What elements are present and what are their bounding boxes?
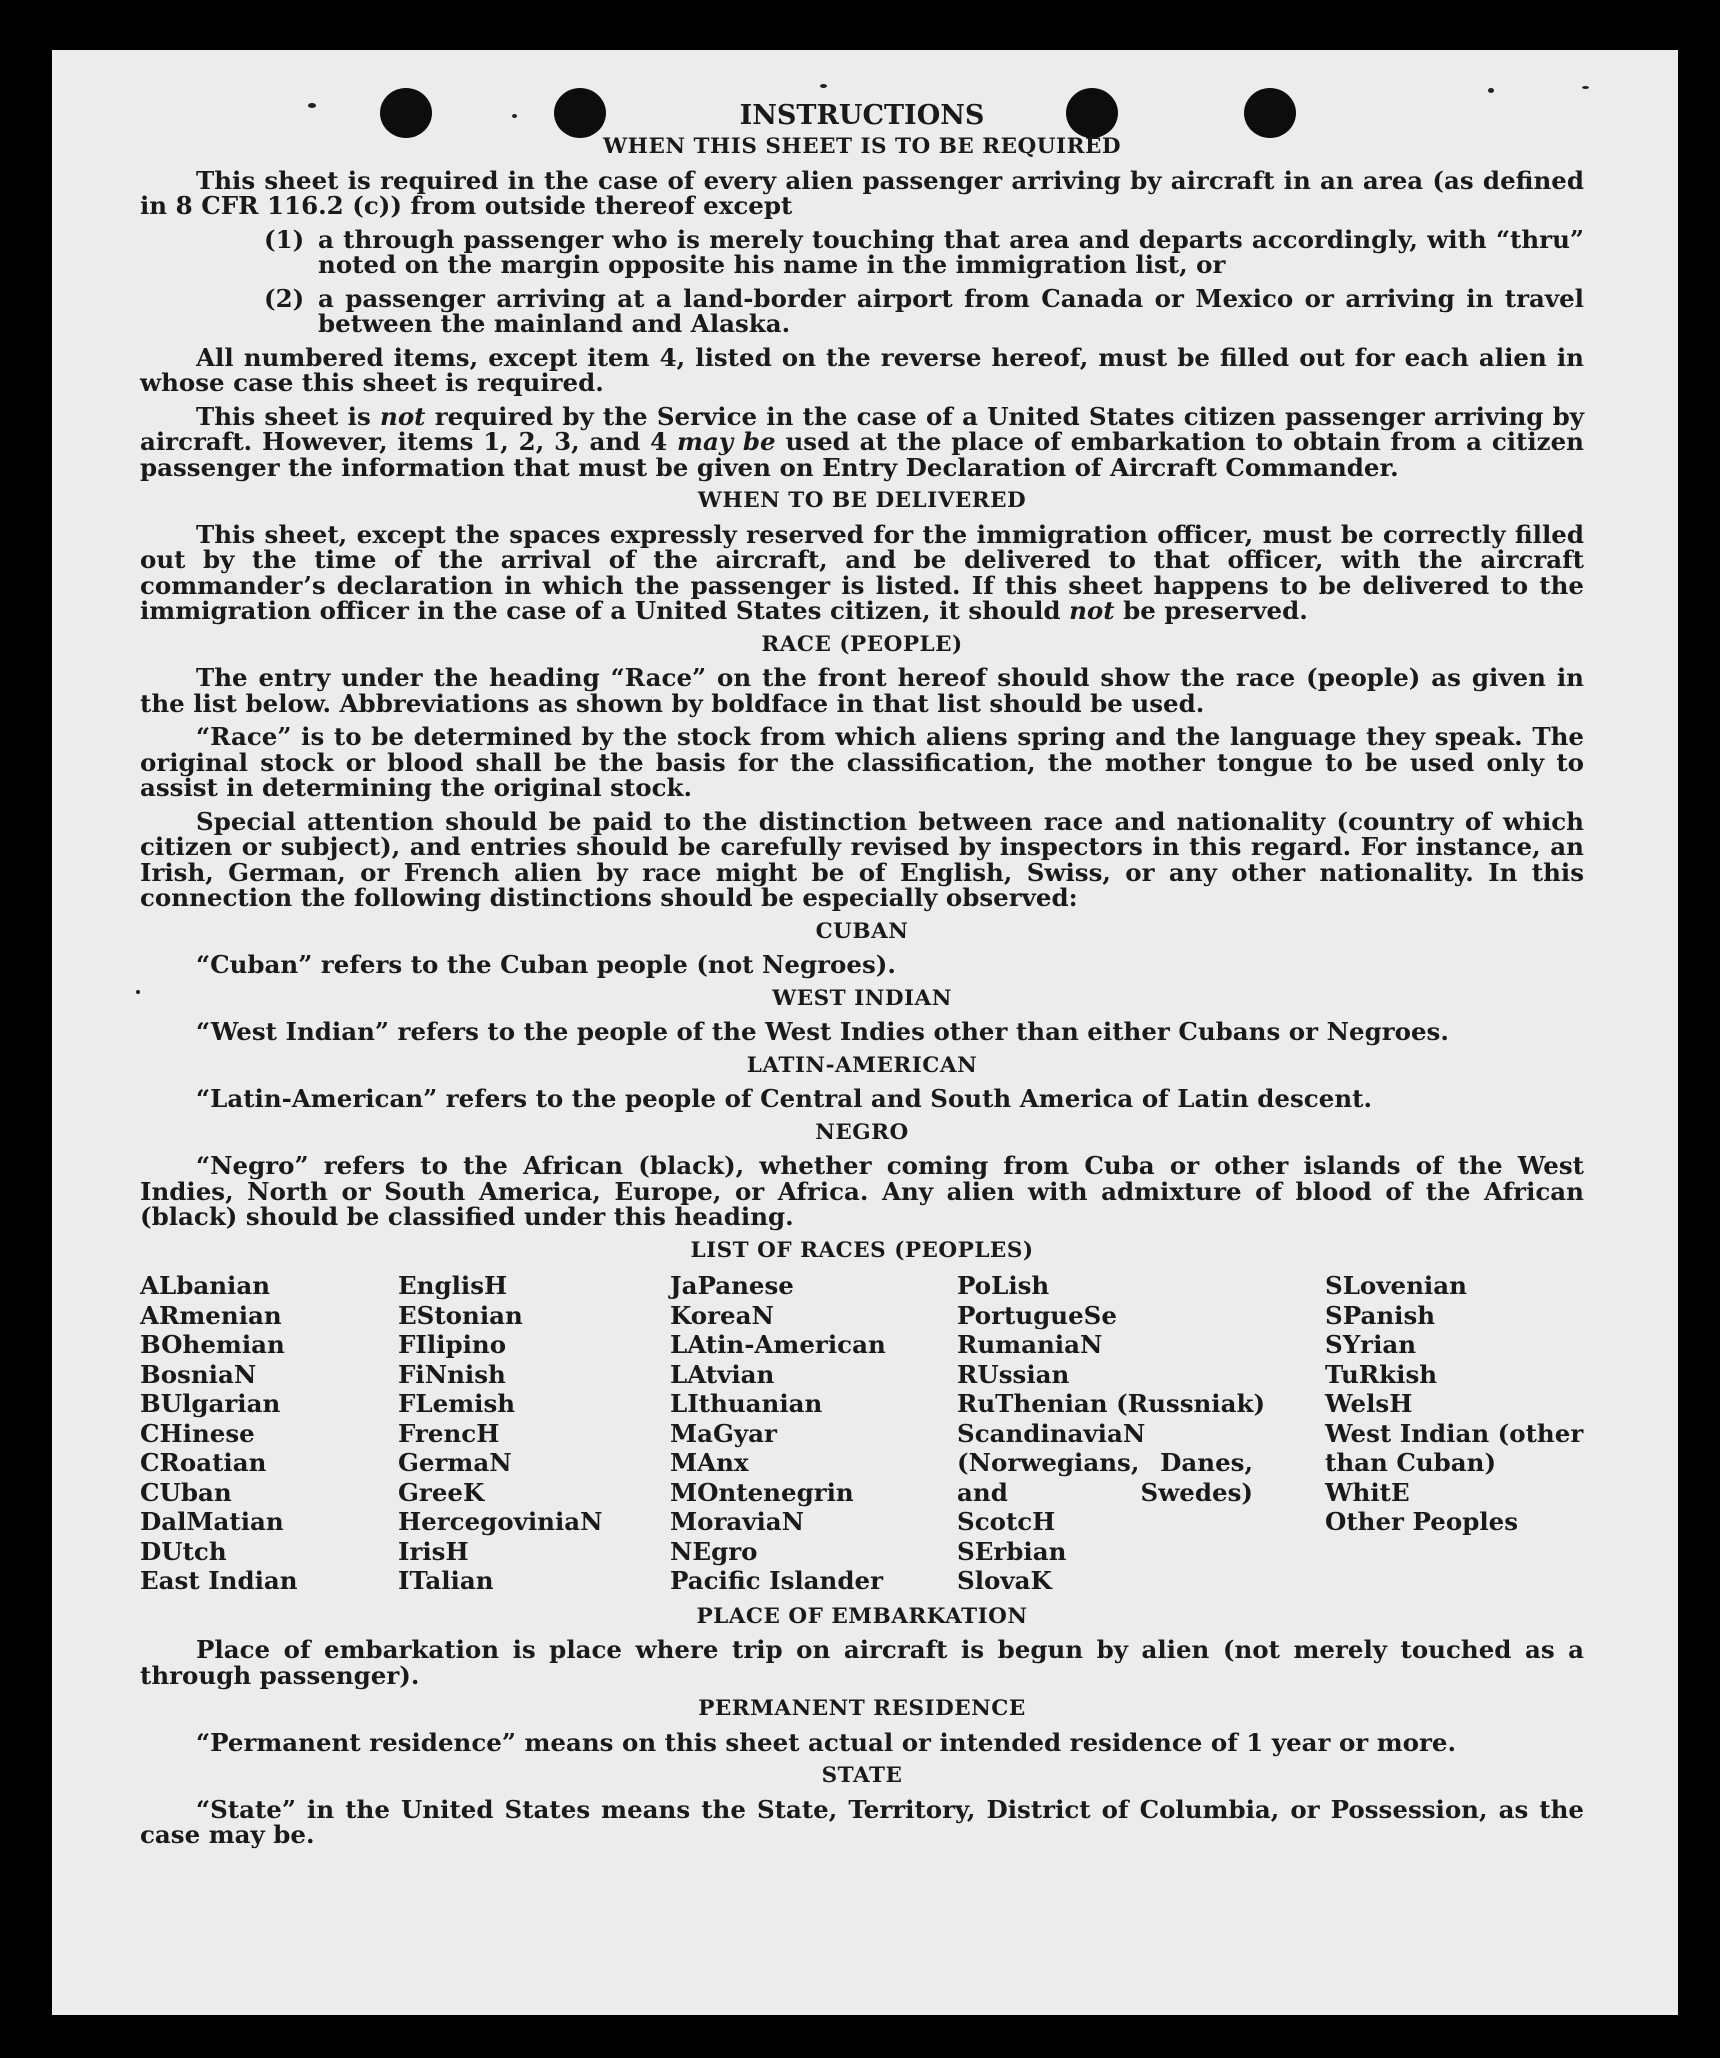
race-entry: LAtin-American [670,1330,886,1359]
heading-list-of-races: LIST OF RACES (PEOPLES) [690,1237,1034,1263]
race-entry: MaGyar [670,1418,777,1448]
race-entry: BosniaN [140,1359,257,1389]
race-entry: Pacific Islander [670,1566,883,1595]
item-number: (2) [264,283,305,313]
race-entry: EnglisH [398,1271,508,1300]
paragraph: The entry under the heading “Race” on the front hereof should show the race (people) as given in the list below. Abbreviations as shown by boldface in that list should be used. [140,663,1584,718]
races-column-4 [957,1271,1325,1596]
race-entry: CUban [140,1477,232,1507]
speck [820,84,827,88]
list-item [264,224,1584,279]
heading-race: RACE (PEOPLE) [761,631,963,657]
race-entry: ScotcH [957,1507,1056,1536]
race-entry: SYrian [1325,1330,1417,1359]
paragraph: “Cuban” refers to the Cuban people (not Negroes). [196,950,896,979]
race-entry: West Indian (other than Cuban) [1325,1418,1584,1477]
paragraph: “Permanent residence” means on this sheet actual or intended residence of 1 year or more. [196,1727,1457,1757]
races-column-5 [1325,1271,1584,1596]
race-entry: NEgro [670,1536,758,1566]
race-entry: KoreaN [670,1300,774,1330]
paragraph: “West Indian” refers to the people of the West Indies other than either Cubans or Negroes. [196,1017,1449,1046]
instructions-body [140,98,1584,1848]
heading-embarkation: PLACE OF EMBARKATION [696,1603,1028,1629]
race-entry: RumaniaN [957,1330,1103,1359]
race-entry: WelsH [1325,1389,1413,1418]
paragraph: “Latin-American” refers to the people of Central and South America of Latin descent. [196,1084,1372,1113]
race-entry: BOhemian [140,1330,285,1359]
race-entry: FrencH [398,1418,500,1448]
race-entry: GermaN [398,1448,512,1477]
race-entry: FiNnish [398,1359,506,1389]
race-entry: PortugueSe [957,1300,1117,1330]
race-entry: RUssian [957,1359,1070,1389]
list-item [264,283,1584,338]
heading-negro: NEGRO [815,1119,909,1145]
item-text: a passenger arriving at a land-border airport from Canada or Mexico or arriving in travel between the mainland and Alaska. [318,283,1584,338]
race-entry: HercegoviniaN [398,1507,603,1536]
heading-state: STATE [821,1763,903,1788]
paragraph: This sheet is not required by the Service in the case of a United States citizen passenger arriving by aircraft. However, items 1, 2, 3, and 4 may be used at the place of embarkation to obtain from a citizen passenger the information that must be given on Entry Declaration of Aircraft Commander. [140,401,1585,482]
race-entry: LIthuanian [670,1389,823,1418]
race-entry: SLovenian [1325,1271,1467,1300]
paragraph: Place of embarkation is place where trip on aircraft is begun by alien (not merely touched as a through passenger). [140,1635,1584,1690]
race-entry: SPanish [1325,1300,1436,1330]
race-entry: PoLish [957,1271,1050,1300]
race-entry: DalMatian [140,1507,284,1536]
race-entry: ITalian [398,1566,494,1595]
paragraph: “Race” is to be determined by the stock from which aliens spring and the language they speak. The original stock or blood shall be the basis for the classification, the mother tongue to be used only to assist in determining the original stock. [140,722,1584,802]
heading-latin-american: LATIN-AMERICAN [746,1052,978,1078]
race-entry: CHinese [140,1418,255,1448]
paragraph: “Negro” refers to the African (black), whether coming from Cuba or other islands of the West Indies, North or South America, Europe, or Africa. Any alien with admixture of blood of the African (black) should be classified under this heading. [140,1151,1584,1231]
race-entry: CRoatian [140,1448,267,1477]
race-entry: TuRkish [1325,1359,1438,1389]
item-text: a through passenger who is merely touching that area and departs accordingly, with “thru” noted on the margin opposite his name in the immigration list, or [318,224,1584,279]
race-entry: BUlgarian [140,1389,281,1418]
race-entry: LAtvian [670,1359,775,1389]
race-entry: ALbanian [140,1271,271,1300]
race-entry: WhitE [1325,1477,1410,1507]
race-entry: RuThenian (Russniak) [957,1389,1266,1418]
race-entry: SlovaK [957,1566,1052,1595]
races-column-2 [398,1271,670,1596]
race-entry: MoraviaN [670,1507,805,1536]
heading-cuban: CUBAN [815,918,909,944]
race-entry: GreeK [398,1477,485,1507]
race-entry: ScandinaviaN (Norwegians, Danes, and Swedes) [957,1418,1253,1507]
paragraph: This sheet, except the spaces expressly reserved for the immigration officer, must be correctly filled out by the time of the arrival of the aircraft, and be delivered to that officer, with the aircraft commander’s declaration in which the passenger is listed. If this sheet happens to be delivered to the immigration officer in the case of a United States citizen, it should not be preserved. [140,519,1584,625]
race-entry: East Indian [140,1566,298,1595]
race-entry: IrisH [398,1536,469,1566]
race-entry: EStonian [398,1300,523,1330]
race-entry: MOntenegrin [670,1477,854,1507]
page-title: INSTRUCTIONS [739,100,985,131]
races-column-1 [140,1271,398,1596]
race-entry: Other Peoples [1325,1507,1519,1536]
race-entry: JaPanese [670,1271,794,1300]
races-column-3 [670,1271,957,1596]
paragraph: This sheet is required in the case of every alien passenger arriving by aircraft in an area (as defined in 8 CFR 116.2 (c)) from outside thereof except [140,165,1584,220]
races-table [140,1271,1584,1596]
paragraph: “State” in the United States means the State, Territory, District of Columbia, or Possession, as the case may be. [140,1794,1584,1849]
race-entry: FIlipino [398,1330,507,1359]
speck [1582,86,1589,89]
race-entry: SErbian [957,1536,1067,1566]
heading-west-indian: WEST INDIAN [772,985,952,1011]
race-entry: FLemish [398,1389,516,1418]
race-entry: ARmenian [140,1300,282,1330]
race-entry: DUtch [140,1536,227,1566]
paragraph: Special attention should be paid to the distinction between race and nationality (country of which citizen or subject), and entries should be carefully revised by inspectors in this regard. For instance, an Irish, German, or French alien by race might be of English, Swiss, or any other nationality. In this connection the following distinctions should be especially observed: [140,806,1584,912]
paragraph: All numbered items, except item 4, listed on the reverse hereof, must be filled out for each alien in whose case this sheet is required. [140,342,1584,397]
heading-permanent-residence: PERMANENT RESIDENCE [698,1696,1026,1721]
item-number: (1) [264,224,305,254]
race-entry: MAnx [670,1448,749,1477]
heading-when-delivered: WHEN TO BE DELIVERED [697,488,1027,513]
heading-when-required: WHEN THIS SHEET IS TO BE REQUIRED [603,134,1121,159]
speck [1488,88,1494,93]
